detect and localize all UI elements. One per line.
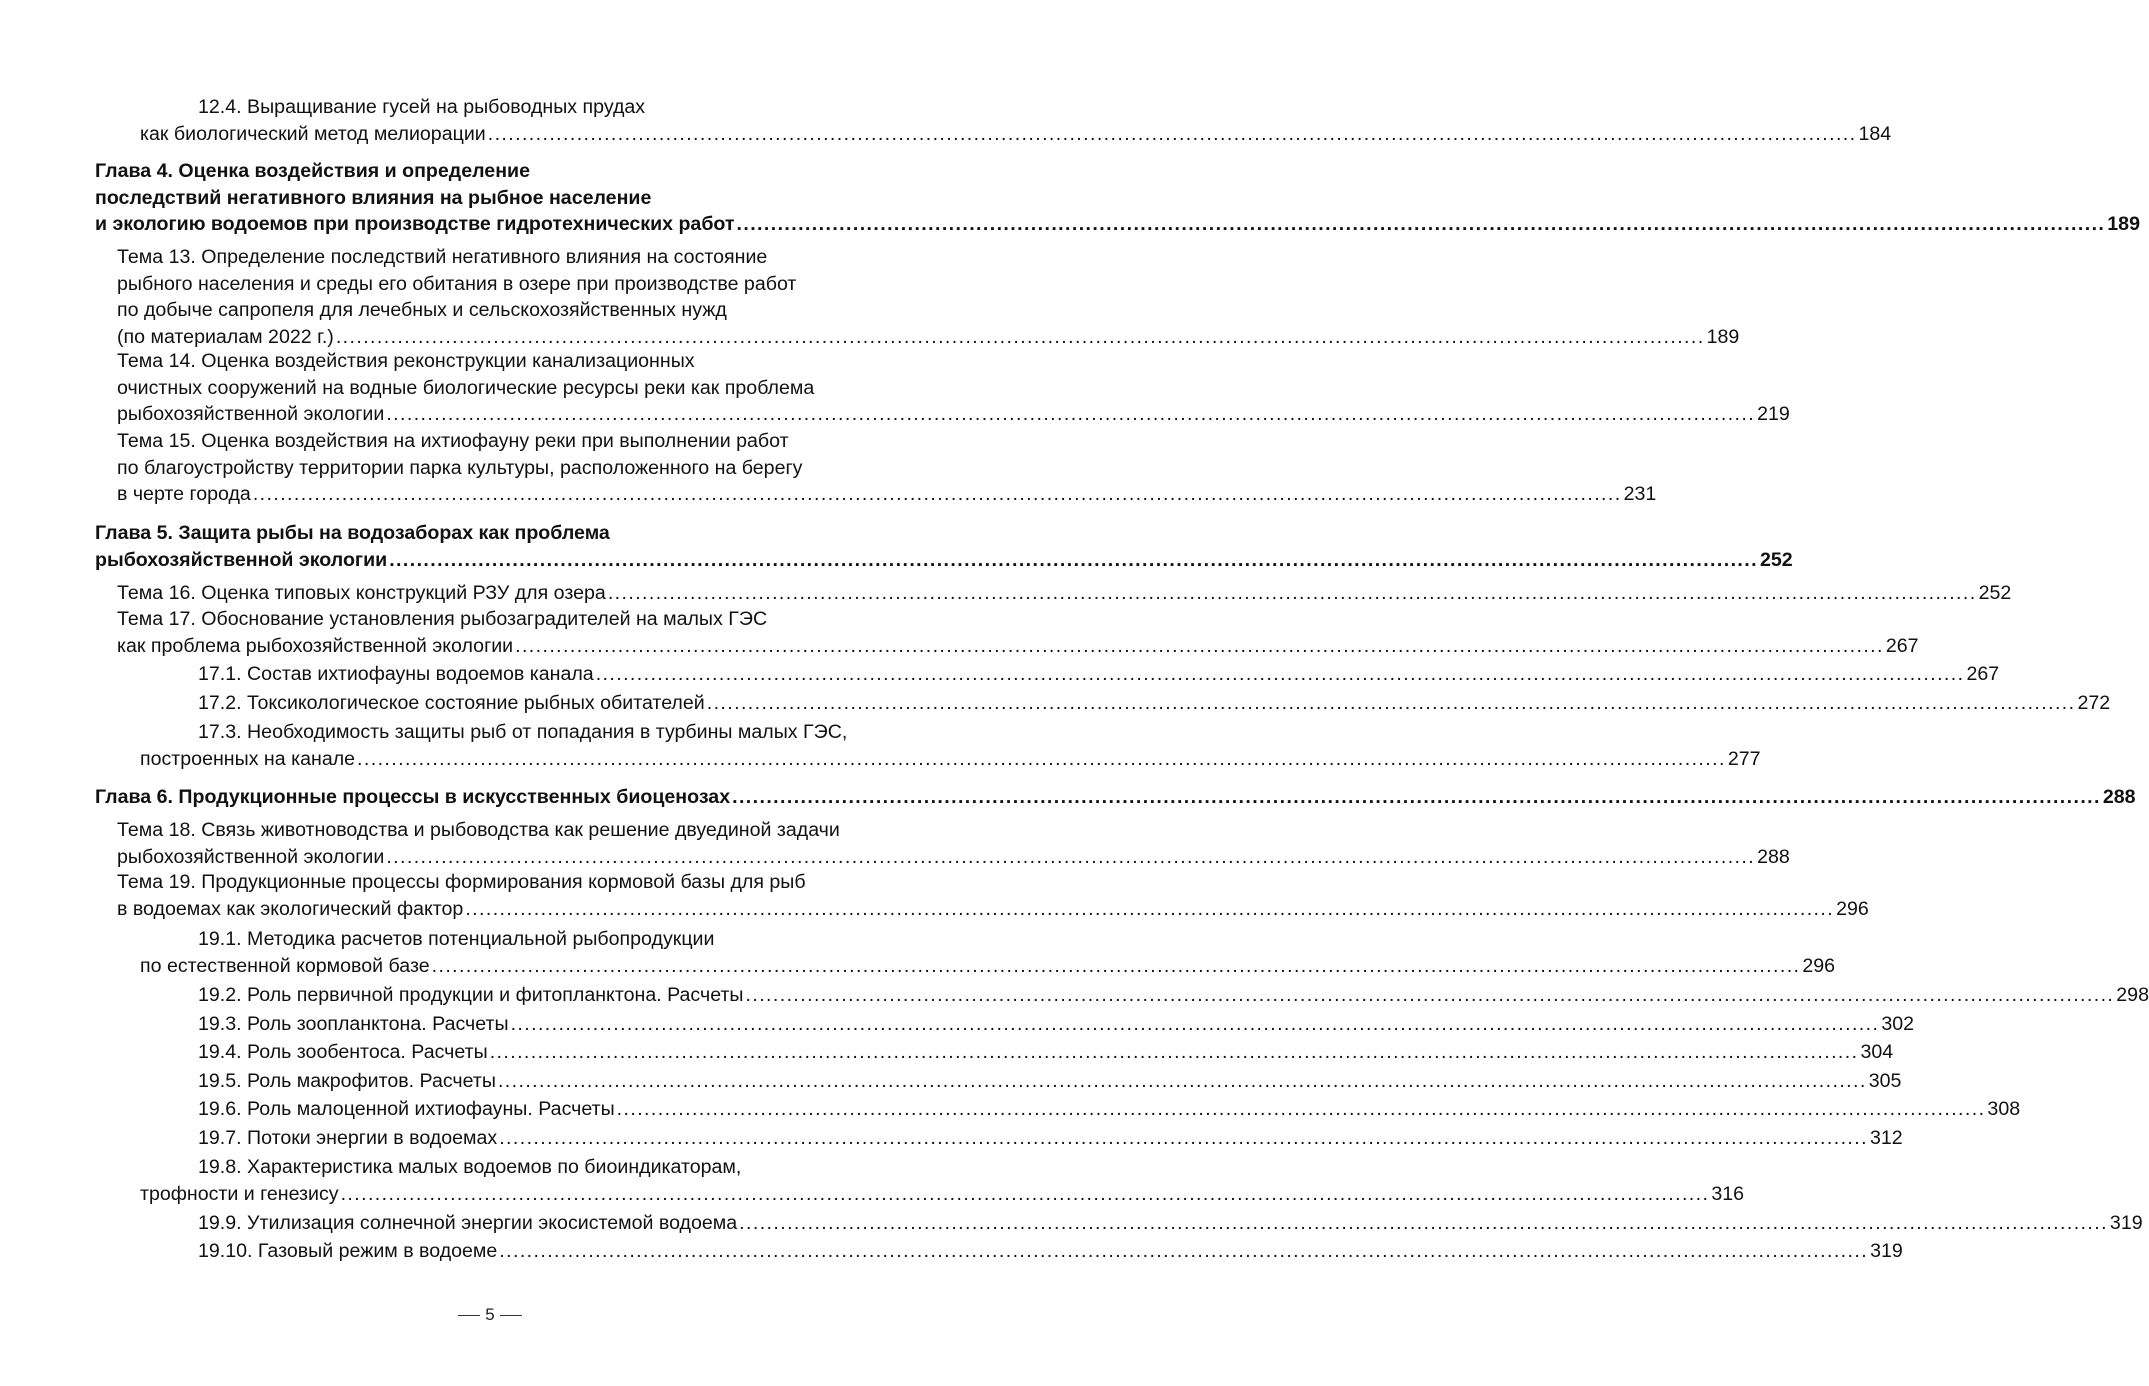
toc-line: Тема 17. Обоснование установления рыбозаградителей на малых ГЭС <box>117 608 768 630</box>
toc-page-number: 252 <box>1759 548 1793 571</box>
toc-page-number: 219 <box>1757 403 1790 425</box>
toc-page-number: 189 <box>2107 213 2140 235</box>
toc-line: 19.4. Роль зообентоса. Расчеты <box>198 1041 488 1063</box>
toc-page-number: 305 <box>1868 1070 1902 1092</box>
toc-page-number: 252 <box>1978 582 2012 604</box>
dot-leader: ........................................................................................................................................................................................................ <box>252 483 1622 505</box>
toc-line: по добыче сапропеля для лечебных и сельскохозяйственных нужд <box>117 299 727 321</box>
toc-line: (по материалам 2022 г.) <box>117 325 334 348</box>
toc-line: очистных сооружений на водные биологические ресурсы реки как проблема <box>117 376 815 399</box>
toc-line: 17.2. Токсикологическое состояние рыбных обитателей <box>198 692 705 714</box>
toc-line: 19.10. Газовый режим в водоеме <box>198 1240 498 1262</box>
toc-line-leader <box>140 1181 1745 1208</box>
toc-page-number: 302 <box>1881 1013 1915 1035</box>
toc-page-number: 288 <box>1757 845 1790 868</box>
dot-leader: ........................................................................................................................................................................................................ <box>431 954 1801 977</box>
toc-line: 19.9. Утилизация солнечной энергии экосистемой водоема <box>198 1212 738 1234</box>
toc-page-number: 288 <box>2102 786 2136 808</box>
dot-leader: ........................................................................................................................................................................................................ <box>386 403 1756 425</box>
dot-leader: ........................................................................................................................................................................................................ <box>335 325 1705 348</box>
toc-line-leader <box>198 1125 1903 1152</box>
toc-page-number: 319 <box>1870 1240 1903 1262</box>
toc-line: по естественной кормовой базе <box>140 954 430 977</box>
dot-leader: ........................................................................................................................................................................................................ <box>607 582 1977 604</box>
toc-line: в черте города <box>117 483 251 505</box>
toc-line: Глава 4. Оценка воздействия и определение <box>95 160 530 182</box>
dot-leader: ........................................................................................................................................................................................................ <box>489 1041 1859 1063</box>
toc-line-leader <box>198 690 2111 717</box>
toc-line-leader <box>198 661 2000 688</box>
toc-page-number: 267 <box>1966 663 2000 685</box>
toc-page-number: 296 <box>1802 954 1836 977</box>
page-footer <box>0 1305 980 1325</box>
dot-leader: ........................................................................................................................................................................................................ <box>595 663 1965 685</box>
dot-leader: ........................................................................................................................................................................................................ <box>497 1070 1867 1092</box>
toc-page-number: 316 <box>1711 1182 1745 1205</box>
toc-line: Тема 13. Определение последствий негативного влияния на состояние <box>117 246 768 268</box>
toc-line: 19.6. Роль малоценной ихтиофауны. Расчеты <box>198 1098 615 1120</box>
dot-leader: ........................................................................................................................................................................................................ <box>340 1182 1710 1205</box>
toc-line: Глава 5. Защита рыбы на водозаборах как проблема <box>95 522 610 544</box>
toc-line: рыбного населения и среды его обитания в озере при производстве работ <box>117 272 797 295</box>
toc-page-number: 189 <box>1706 325 1740 348</box>
toc-line: как проблема рыбохозяйственной экологии <box>117 634 514 657</box>
toc-page-number: 184 <box>1858 122 1892 145</box>
toc-line: последствий негативного влияния на рыбное население <box>95 186 652 209</box>
toc-line-leader <box>198 982 2149 1009</box>
dot-leader: ........................................................................................................................................................................................................ <box>487 122 1857 145</box>
dot-leader: ........................................................................................................................................................................................................ <box>465 897 1835 920</box>
toc-page-number: 298 <box>2116 984 2149 1006</box>
dot-leader: ........................................................................................................................................................................................................ <box>745 984 2115 1006</box>
dot-leader: ........................................................................................................................................................................................................ <box>510 1013 1880 1035</box>
dot-leader: ........................................................................................................................................................................................................ <box>616 1098 1986 1120</box>
toc-line: рыбохозяйственной экологии <box>95 548 388 571</box>
toc-page-number: 304 <box>1860 1041 1894 1063</box>
dot-leader: ........................................................................................................................................................................................................ <box>499 1127 1868 1149</box>
toc-line: рыбохозяйственной экологии <box>117 845 385 868</box>
toc-line-leader <box>140 121 1892 148</box>
toc-line-leader <box>198 1096 2021 1123</box>
toc-line: в водоемах как экологический фактор <box>117 897 464 920</box>
dot-leader: ........................................................................................................................................................................................................ <box>706 692 2076 714</box>
toc-line-leader <box>117 401 1790 428</box>
page-number: 5 <box>485 1305 495 1324</box>
toc-line-leader <box>117 896 1869 923</box>
dot-leader: ........................................................................................................................................................................................................ <box>515 634 1884 657</box>
dot-leader: ........................................................................................................................................................................................................ <box>357 747 1726 770</box>
toc-line: Тема 18. Связь животноводства и рыбоводства как решение двуединой задачи <box>117 819 840 841</box>
toc-page-number: 277 <box>1727 747 1761 770</box>
toc-line: 19.1. Методика расчетов потенциальной рыбопродукции <box>198 928 715 950</box>
toc-line: по благоустройству территории парка культуры, расположенного на берегу <box>117 456 803 479</box>
toc-line: Тема 15. Оценка воздействия на ихтиофауну реки при выполнении работ <box>117 430 789 452</box>
toc-line: 17.3. Необходимость защиты рыб от попадания в турбины малых ГЭС, <box>198 721 848 743</box>
toc-line: Тема 19. Продукционные процессы формирования кормовой базы для рыб <box>117 871 806 893</box>
toc-line: 19.2. Роль первичной продукции и фитопланктона. Расчеты <box>198 984 744 1006</box>
toc-line: рыбохозяйственной экологии <box>117 403 385 425</box>
toc-line-leader <box>117 324 1740 351</box>
toc-line: и экологию водоемов при производстве гидротехнических работ <box>95 213 735 235</box>
toc-line-leader <box>95 784 2136 811</box>
dot-leader: ........................................................................................................................................................................................................ <box>389 548 1758 571</box>
dot-leader: ........................................................................................................................................................................................................ <box>739 1212 2108 1234</box>
toc-page-number: 267 <box>1885 634 1919 657</box>
toc-line-leader <box>140 953 1836 980</box>
toc-line-leader <box>95 547 1793 574</box>
toc-line: Глава 6. Продукционные процессы в искусственных биоценозах <box>95 786 731 808</box>
toc-line-leader <box>198 1210 2143 1237</box>
toc-line-leader <box>117 633 1919 660</box>
toc-line-leader <box>198 1039 1894 1066</box>
toc-line-leader <box>140 746 1761 773</box>
toc-line: 19.7. Потоки энергии в водоемах <box>198 1127 498 1149</box>
toc-line: 17.1. Состав ихтиофауны водоемов канала <box>198 663 594 685</box>
toc-page-number: 296 <box>1836 897 1869 920</box>
toc-line: 12.4. Выращивание гусей на рыбоводных прудах <box>198 96 646 118</box>
toc-line-leader <box>117 844 1790 871</box>
toc-line: Тема 16. Оценка типовых конструкций РЗУ для озера <box>117 582 606 604</box>
toc-page-number: 231 <box>1623 483 1657 505</box>
toc-line-leader <box>198 1068 1902 1095</box>
toc-line: Тема 14. Оценка воздействия реконструкции канализационных <box>117 350 695 372</box>
toc-line-leader <box>117 481 1657 508</box>
toc-page-number: 319 <box>2109 1212 2143 1234</box>
toc-line: как биологический метод мелиорации <box>140 122 486 145</box>
toc-line-leader <box>95 211 2140 238</box>
dot-leader: ........................................................................................................................................................................................................ <box>736 213 2106 235</box>
toc-line: трофности и генезису <box>140 1182 339 1205</box>
dot-leader: ........................................................................................................................................................................................................ <box>732 786 2101 808</box>
toc-line-leader <box>117 580 2012 607</box>
toc-line: 19.3. Роль зоопланктона. Расчеты <box>198 1013 509 1035</box>
toc-line: 19.8. Характеристика малых водоемов по биоиндикаторам, <box>198 1156 742 1178</box>
dot-leader: ........................................................................................................................................................................................................ <box>386 845 1756 868</box>
toc-line: 19.5. Роль макрофитов. Расчеты <box>198 1070 496 1092</box>
footer-dash-right <box>500 1315 522 1316</box>
toc-line-leader <box>198 1011 1915 1038</box>
toc-page-number: 308 <box>1987 1098 2021 1120</box>
dot-leader: ........................................................................................................................................................................................................ <box>499 1240 1869 1262</box>
footer-dash-left <box>458 1315 480 1316</box>
toc-page-number: 312 <box>1869 1127 1903 1149</box>
toc-line-leader <box>198 1238 1903 1265</box>
toc-page-number: 272 <box>2077 692 2111 714</box>
toc-line: построенных на канале <box>140 747 356 770</box>
